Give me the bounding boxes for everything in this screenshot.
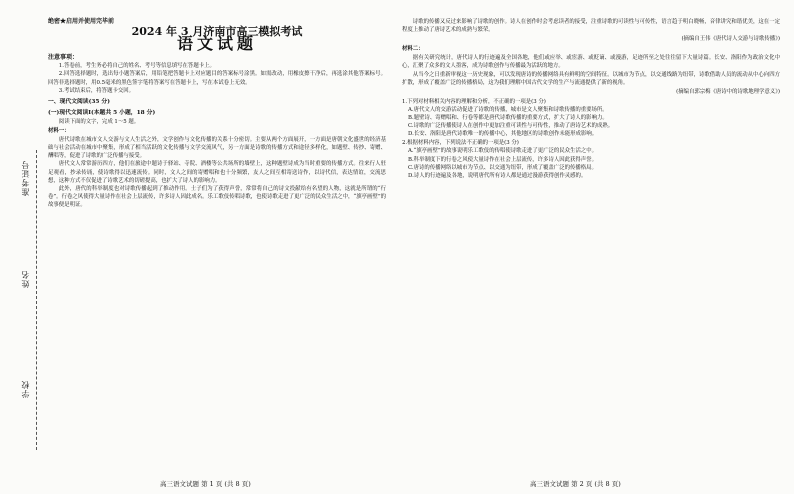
question-option: D.长安、洛阳是唐代诗歌唯一的传播中心，其他地区的诗歌创作未能形成影响。	[408, 131, 598, 138]
binding-label-exam-number: 准考证号	[21, 160, 30, 196]
question-option: D.诗人的行迹遍及各地，说明唐代所有诗人都是通过漫游获得创作灵感的。	[408, 172, 587, 179]
note-item: 2.回答选择题时，选出每小题答案后，用铅笔把答题卡上对应题目的答案标号涂黑。如需改动，用橡皮擦干净后，再选涂其他答案标号。回答非选择题时，用0.5毫米的黑色签字笔将答案写在答题卡上，写在本试卷上无效。	[48, 71, 386, 86]
binding-label-name: 姓名	[21, 270, 30, 288]
material-1-source: (摘编自王伟《唐代诗人交游与诗歌传播》)	[681, 36, 780, 43]
material-2-paragraph: 据有关研究统计，唐代诗人的行迹遍及全国各地，他们或应举、或宦游、或贬谪、或漫游，足迹所至之处往往留下大量诗篇。长安、洛阳作为政治文化中心，汇聚了众多的文人墨客，成为诗歌创作与传播最为活跃的地方。	[402, 55, 780, 70]
question-stem: 2.根据材料内容，下列说法不正确的一项是(3 分)	[402, 140, 519, 147]
question-option: C.唐诗的传播网络以城市为节点、以交通为纽带，形成了覆盖广泛的传播格局。	[408, 164, 597, 171]
secret-mark: 绝密★启用并使用完毕前	[48, 18, 115, 25]
material-1-paragraph: 唐代文人常常游历四方，他们在旅途中题诗于驿站、寺院、酒楼等公共场所的墙壁上，这种题壁诗成为当时重要的传播方式。往来行人驻足观看，抄录传诵，使诗歌得以迅速流传。同时，文人之间的寄赠唱和也十分频繁，友人之间互相寄送诗作，以诗代信，表达情谊，交流思想，这种方式不仅促进了诗歌艺术的切磋提高，也扩大了诗人的影响力。	[48, 161, 386, 184]
question-option: C.诗歌的广泛传播使诗人在创作中更加注重可读性与可传性，推动了唐诗艺术的成熟。	[408, 123, 614, 130]
material-1-paragraph: 唐代诗歌在城市文人交游与文人生活之外，文学创作与文化传播的关系十分密切。主要从两个方面展开，一方面是唐朝文化盛世的经济基础与社会活动在城市中聚集，形成了相当活跃的文化传播与文学交流风气，另一方面是诗歌的传播方式和途径多样化，如题壁、传抄、寄赠、酬唱等，促进了诗歌的广泛传播与接受。	[48, 137, 386, 160]
note-item: 1.答卷前，考生务必将自己的姓名、考号等信息填写在答题卡上。	[58, 63, 215, 70]
binding-margin	[6, 150, 40, 450]
subject-title: 语文试题	[176, 34, 257, 54]
material-1-paragraph: 此外，唐代的科举制度也对诗歌传播起到了推动作用。士子们为了获得声誉，常常将自己的诗文投献给有名望的人物，这就是所谓的“行卷”。行卷之风使得大量诗作在社会上层流传，许多诗人因此成名。乐工歌伎传唱诗歌，也使诗歌走进了更广泛的民众生活之中，“旗亭画壁”的故事便是明证。	[48, 185, 386, 208]
question-option: A.“旗亭画壁”的故事说明乐工歌伎的传唱使诗歌走进了更广泛的民众生活之中。	[408, 148, 598, 155]
question-2	[402, 139, 780, 179]
material-2-label: 材料二：	[402, 46, 424, 53]
material-2-source: (摘编自郭宗梅《唐诗中的诗歌地理学意义》)	[676, 88, 780, 95]
note-item: 3.考试结束后，将答题卡交回。	[58, 87, 135, 94]
question-1	[402, 98, 780, 138]
notes-heading: 注意事项：	[48, 54, 79, 62]
page-2-column	[402, 18, 780, 181]
question-option: B.科举制度下的行卷之风使大量诗作在社会上层流传，许多诗人因此获得声誉。	[408, 156, 597, 163]
page-2-footer: 高三语文试题 第 2 页 (共 8 页)	[530, 480, 621, 488]
section-title: 一、现代文阅读(35 分)	[48, 98, 110, 105]
material-1-label: 材料一：	[48, 128, 70, 135]
question-option: B.题壁诗、寄赠唱和、行卷等都是唐代诗歌传播的重要方式，扩大了诗人的影响力。	[408, 115, 608, 122]
material-1-paragraph: 诗歌的传播又反过来影响了诗歌的创作。诗人在创作时会考虑读者的接受，注重诗歌的可读性与可传性，语言趋于明白晓畅，音律讲究和谐优美，这在一定程度上推动了唐诗艺术的成熟与繁荣。	[402, 19, 780, 34]
page-1-column	[48, 18, 386, 209]
material-2-paragraph: 从当今之日重新审视这一历史现象，可以发现唐诗的传播网络具有鲜明的空间特征。以城市为节点，以交通线路为纽带，诗歌借助人员的流动从中心向四方扩散，形成了覆盖广泛的传播格局，这为我们理解中国古代文学的生产与流通提供了新的视角。	[402, 71, 780, 86]
page-1-footer: 高三语文试题 第 1 页 (共 8 页)	[160, 480, 251, 488]
question-option: A.唐代文人的交游活动促进了诗歌的传播，城市是文人聚集和诗歌传播的重要场所。	[408, 106, 608, 113]
binding-label-school: 学校	[21, 380, 30, 398]
part-title: (一)现代文阅读Ⅰ(本题共 5 小题，18 分)	[48, 109, 156, 116]
reading-instruction: 阅读下面的文字，完成 1～5 题。	[58, 118, 140, 125]
question-stem: 1.下列对材料相关内容的理解和分析，不正确的一项是(3 分)	[402, 98, 546, 105]
exam-title: 2024 年 3 月济南市高三模拟考试	[131, 25, 303, 39]
binding-cut-line	[36, 150, 37, 450]
